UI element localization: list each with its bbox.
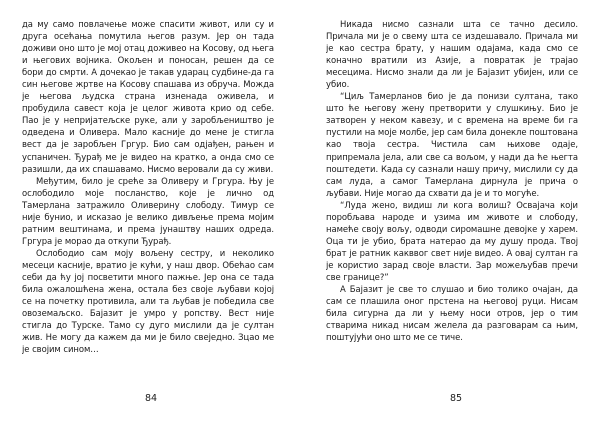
right-paragraph-3: “Луда жено, видиш ли кога волиш? Освајача који поробљава народе и узима им животе и слободу, намеће своју вољу, одводи сиромашне девојке у харем. Оца ти је убио, брата натерао да му душу прода. Твој брат је ратник какввог свет није видео. А овај султан га је користио зарад своје власти. Зар можељубав пречи све границе?”	[326, 199, 578, 282]
left-paragraph-3: Ослободио сам моју вољену сестру, и неколико месеци касније, вратио је кући, у наш двор. Обећао сам себи да ћу јој посветити много пажње. Јер она се тада била ожалошћена жена, остала без своје љубави којој се на почетку противила, али та љубав је победила све овоземаљско. Бајазит је умро у ропству. Вест није стигла до Турске. Тамо су дуго мислили да је султан жив. Не могу да кажем да ми је било свеједно. Зцао ме је својим сином…	[22, 247, 274, 355]
right-page	[326, 18, 578, 390]
left-page	[22, 18, 274, 390]
right-page-number: 85	[449, 393, 463, 404]
right-paragraph-2: “Циљ Тамерланов био је да понизи султана, тако што ће његову жену претворити у слушкињу. Био је затворен у неком кавезу, и с временa на време би га пустили на моје молбе, јер сам била донекле поштована као твоја сестра. Чистила сам њихове одаје, припремала јела, али све са вољом, у нади да ће његта поштедети. Када су сазнали нашу причу, мислили су да сам луда, а самог Тамерлана дирнула је прича о љубави. Није могао да схвати да је и то могуће.	[326, 91, 578, 198]
right-paragraph-4: А Бајазит је све то слушао и био толико очајан, да сам се плашила оног прстена на његовој руци. Нисам била сигурна да ли у њему носи отров, јер о тим стварима никад нисам желела да разговарам са њим, поштујући оно што ме се тиче.	[326, 284, 578, 343]
right-paragraph-1: Никада нисмо сазнали шта се тачно десило. Причала ми је о свему шта се издешавало. Причала ми је као сестра брату, у нашим одајама, када смо се коначно вратили из Азије, а повратак је трајао месецима. Нисмо знали да ли је Бајазит убијен, или се убио.	[326, 19, 578, 90]
left-paragraph-1: да му само повлачење може спасити живот, или су и друга осећања помутила његов разум. Јер он тада доживи оно што је мој отац доживео на Косову, од њега и његових војника. Окољен и поносан, решен да се бори до смрти. А дочекао је такав ударац судбине-да га син његове жртве на Косову спашава из обруча. Можда је његова људска страна изненада оживела, и пробудила савест која је целог живота крио од себе. Пао је у непријатељске руке, али у заробљеништво је одведена и Оливера. Мало касније до мене је стигла вест да је заробљен Гргур. Био сам одјађен, рањен и успаничен. Ђурађ ме је видео на кратко, а онда смо се разишли, да их спашавамо. Нисмо веровали да су живи.	[22, 19, 274, 174]
left-page-number: 84	[144, 393, 158, 404]
left-paragraph-2: Међутим, било је среће за Оливеру и Гргура. Њу је ослободило моје посланство, које је лично од Тамерлана затражило Оливерину слободу. Тимур се није буниo, и исказао је велико дивљење према мојим ратним вештинама, и према јунаштву наших одреда. Гргура је морао да откупи Ђурађ.	[22, 175, 274, 246]
